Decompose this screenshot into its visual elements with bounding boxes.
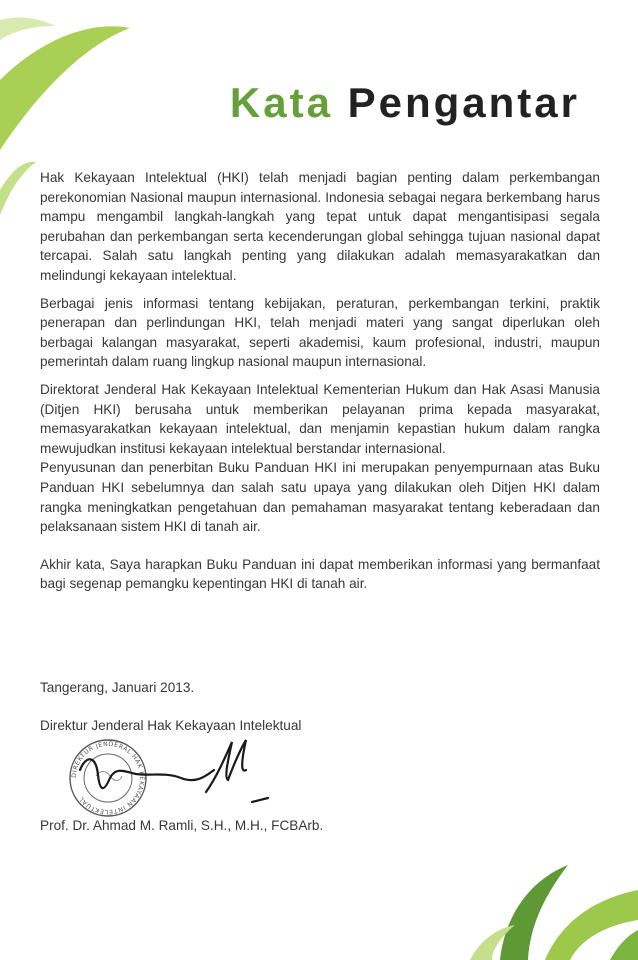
paragraph-3: Direktorat Jenderal Hak Kekayaan Intelektual Kementerian Hukum dan Hak Asasi Manusia (Ditjen HKI) berusaha untuk memberikan pelayanan prima kepada masyarakat, memasyarakatkan kekayaan intelektual, dan menjamin kepastian hukum dalam rangka mewujudkan institusi kekayaan intelektual berstandar internasional.: [40, 381, 600, 456]
signature-and-stamp: [56, 730, 316, 830]
paragraph-4: Penyusunan dan penerbitan Buku Panduan HKI ini merupakan penyempurnaan atas Buku Panduan HKI sebelumnya dan salah satu upaya yang dilakukan oleh Ditjen HKI dalam rangka meningkatkan pengetahuan dan pemahaman masyarakat tentang keberadaan dan pelaksanaan sistem HKI di tanah air.: [40, 460, 600, 535]
title-word-kata: Kata: [229, 79, 333, 126]
bottom-right-swoosh-mid: [545, 890, 638, 960]
signer-name: Prof. Dr. Ahmad M. Ramli, S.H., M.H., FCBArb.: [40, 818, 324, 833]
title-word-pengantar: Pengantar: [347, 79, 580, 126]
paragraph-2: Berbagai jenis informasi tentang kebijakan, peraturan, perkembangan terkini, praktik penerapan dan perlindungan HKI, telah menjadi materi yang sangat diperlukan oleh berbagai kalangan masyarakat, seperti akademisi, kaum profesional, industri, maupun pemerintah dalam ruang lingkup nasional maupun internasional.: [40, 295, 600, 370]
stamp-text: DIREKTUR JENDERAL HAK KEKAYAAN INTELEKTUAL: [70, 740, 146, 816]
top-left-swoosh-thin: [0, 18, 55, 40]
official-stamp: [70, 740, 146, 816]
bottom-right-swoosh-light: [470, 925, 515, 960]
svg-text:DIREKTUR JENDERAL HAK KEKAYAAN: [71, 741, 145, 815]
signer-position: Direktur Jenderal Hak Kekayaan Intelektual: [40, 718, 302, 733]
handwritten-signature: [80, 740, 268, 802]
body-text: [40, 168, 600, 594]
paragraph-1: Hak Kekayaan Intelektual (HKI) telah menjadi bagian penting dalam perkembangan perekonomian Nasional maupun internasional. Indonesia sebagai negara berkembang harus mampu mengambil langkah-langkah yang tepat untuk dapat mengantisipasi segala perubahan dan perkembangan serta kecenderungan global sehingga tujuan nasional dapat tercapai. Salah satu langkah penting yang dilakukan adalah memasyarakatkan dan melindungi kekayaan intelektual.: [40, 170, 600, 283]
top-left-swoosh-small: [0, 162, 36, 215]
bottom-right-swoosh-dark: [500, 865, 568, 960]
page-title: [0, 76, 580, 130]
bottom-right-swoosh-edge: [610, 930, 638, 960]
date-line: Tangerang, Januari 2013.: [40, 680, 195, 695]
paragraph-5: Akhir kata, Saya harapkan Buku Panduan ini dapat memberikan informasi yang bermanfaat bagi segenap pemangku kepentingan HKI di tanah air.: [40, 556, 600, 592]
